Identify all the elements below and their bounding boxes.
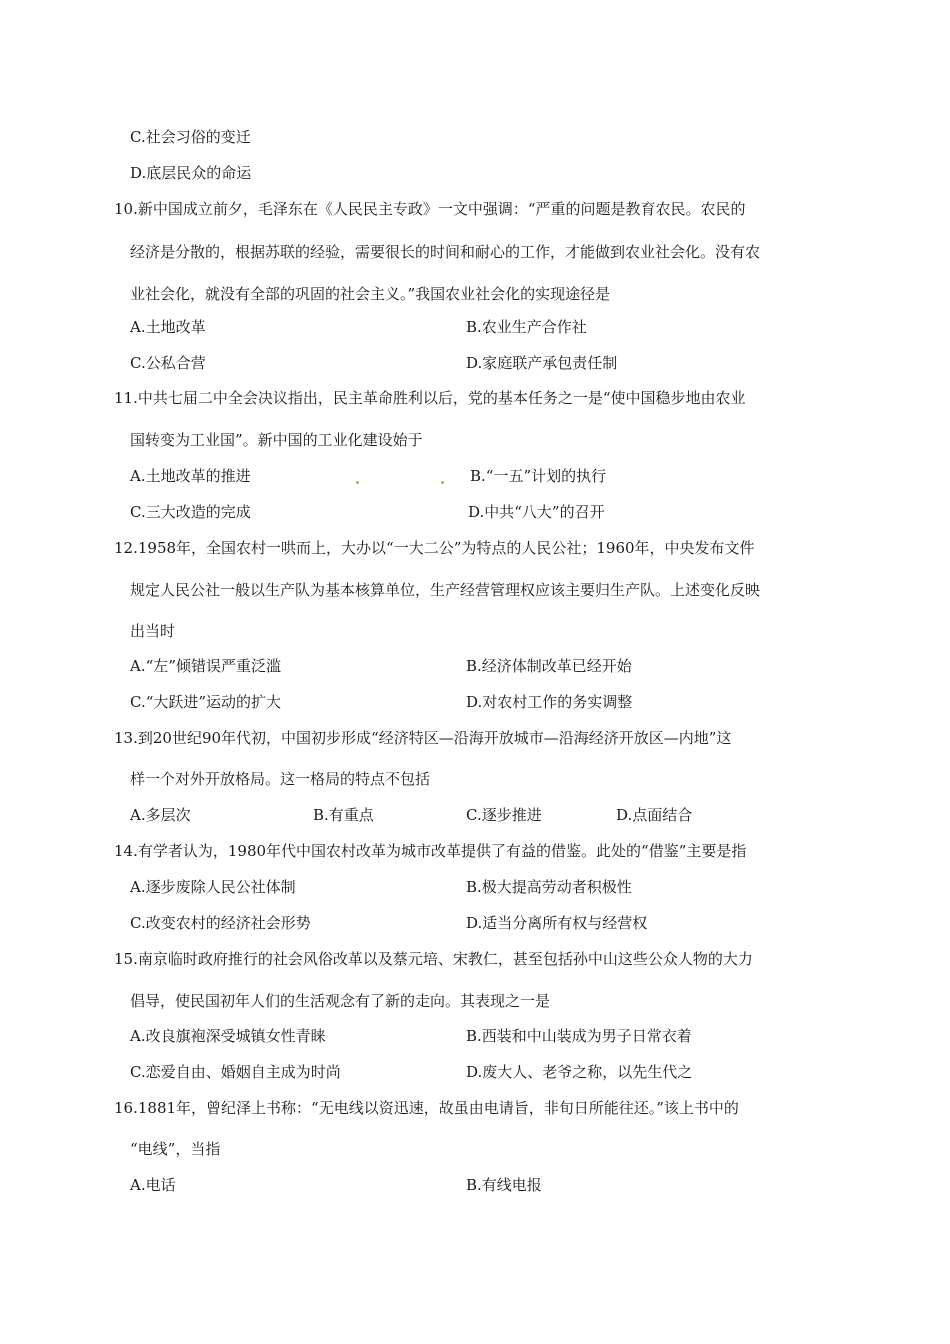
question-16-line-1: 16.1881年，曾纪泽上书称：“无电线以资迅速，故虽由电请旨，非旬日所能往还。”该上书中的 [114,1099,739,1117]
question-12-option-d: D.对农村工作的务实调整 [466,693,633,711]
question-15-option-c: C.恋爱自由、婚姻自主成为时尚 [130,1063,341,1081]
question-14-option-b: B.极大提高劳动者积极性 [466,878,632,896]
question-12-option-a: A.“左”倾错误严重泛滥 [130,657,281,675]
question-14-option-c: C.改变农村的经济社会形势 [130,914,311,932]
question-11-option-c: C.三大改造的完成 [130,503,251,521]
question-12-option-b: B.经济体制改革已经开始 [466,657,632,675]
question-12-line-1: 12.1958年，全国农村一哄而上，大办以“一大二公”为特点的人民公社；1960年，中央发布文件 [114,539,755,557]
question-15-line-2: 倡导，使民国初年人们的生活观念有了新的走向。其表现之一是 [130,992,551,1010]
option-c: C.社会习俗的变迁 [130,128,251,146]
question-11-line-1: 11.中共七届二中全会决议指出，民主革命胜利以后，党的基本任务之一是“使中国稳步地由农业 [114,389,746,407]
question-11-option-a: A.土地改革的推进 [130,467,251,485]
question-14-line-1: 14.有学者认为，1980年代中国农村改革为城市改革提供了有益的借鉴。此处的“借鉴”主要是指 [114,842,747,860]
option-d: D.底层民众的命运 [130,164,252,182]
question-16-option-b: B.有线电报 [466,1176,542,1194]
speck-mark [356,481,359,484]
question-10-line-3: 业社会化，就没有全部的巩固的社会主义。”我国农业社会化的实现途径是 [130,285,611,303]
question-16-line-2: “电线”，当指 [130,1140,221,1158]
question-15-option-a: A.改良旗袍深受城镇女性青睐 [130,1027,326,1045]
question-13-option-b: B.有重点 [313,806,374,824]
question-11-option-b: B.“一五”计划的执行 [470,467,607,485]
question-10-option-c: C.公私合营 [130,354,206,372]
question-14-option-a: A.逐步废除人民公社体制 [130,878,296,896]
question-12-line-3: 出当时 [130,622,176,640]
question-15-option-d: D.废大人、老爷之称，以先生代之 [466,1063,693,1081]
question-10-option-d: D.家庭联产承包责任制 [466,354,618,372]
question-11-option-d: D.中共“八大”的召开 [468,503,605,521]
question-13-option-a: A.多层次 [130,806,191,824]
question-10-option-b: B.农业生产合作社 [466,318,587,336]
question-12-option-c: C.“大跃进”运动的扩大 [130,693,282,711]
speck-mark [441,481,444,484]
question-13-option-c: C.逐步推进 [466,806,542,824]
question-13-line-2: 样一个对外开放格局。这一格局的特点不包括 [130,770,431,788]
question-14-option-d: D.适当分离所有权与经营权 [466,914,648,932]
question-13-option-d: D.点面结合 [616,806,693,824]
question-10-line-2: 经济是分散的，根据苏联的经验，需要很长的时间和耐心的工作，才能做到农业社会化。没有农 [130,243,761,261]
question-11-line-2: 国转变为工业国”。新中国的工业化建设始于 [130,431,423,449]
question-10-option-a: A.土地改革 [130,318,206,336]
question-13-line-1: 13.到20世纪90年代初，中国初步形成“经济特区—沿海开放城市—沿海经济开放区—内地”这 [114,729,732,747]
question-12-line-2: 规定人民公社一般以生产队为基本核算单位，生产经营管理权应该主要归生产队。上述变化反映 [130,581,761,599]
question-15-line-1: 15.南京临时政府推行的社会风俗改革以及蔡元培、宋教仁，甚至包括孙中山这些公众人物的大力 [114,950,753,968]
question-10-line-1: 10.新中国成立前夕，毛泽东在《人民民主专政》一文中强调：“严重的问题是教育农民。农民的 [114,200,746,218]
question-15-option-b: B.西装和中山装成为男子日常衣着 [466,1027,692,1045]
question-16-option-a: A.电话 [130,1176,176,1194]
